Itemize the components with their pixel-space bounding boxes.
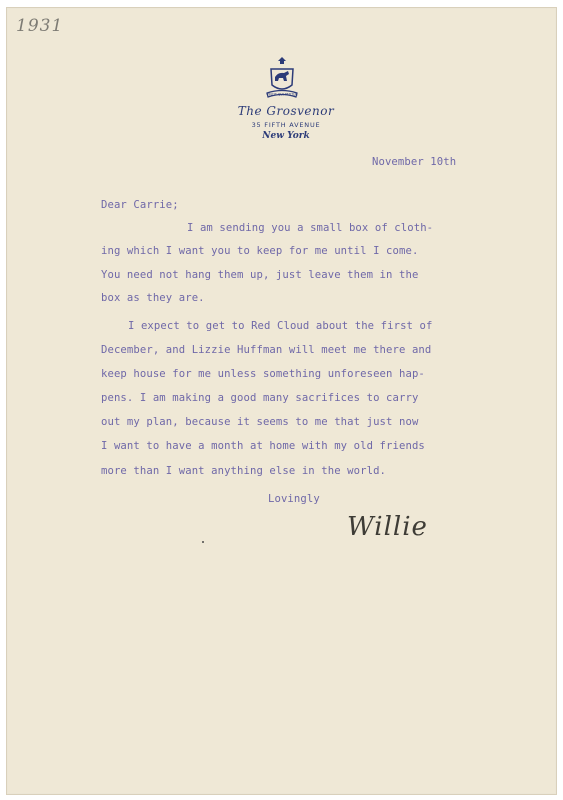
crest-motto: VINCIT QUI PATITUR: [266, 92, 298, 97]
closing: Lovingly: [268, 493, 320, 505]
handwritten-signature: Willie: [347, 512, 428, 542]
body-line: out my plan, because it seems to me that just now: [101, 416, 419, 428]
salutation: Dear Carrie;: [101, 199, 179, 211]
letterhead-address: 35 FIFTH AVENUE: [251, 121, 321, 129]
paper-speck: [202, 541, 204, 543]
letterhead-city: New York: [262, 131, 310, 141]
hotel-crest-icon: [262, 55, 302, 103]
body-line: I want to have a month at home with my old friends: [101, 440, 425, 452]
body-line: December, and Lizzie Huffman will meet me there and: [101, 344, 432, 356]
body-line: ing which I want you to keep for me until I come.: [101, 245, 419, 257]
body-line: pens. I am making a good many sacrifices to carry: [101, 392, 419, 404]
body-line: more than I want anything else in the world.: [101, 465, 387, 477]
body-line: box as they are.: [101, 292, 205, 304]
letterhead-name: The Grosvenor: [237, 104, 335, 118]
body-line: keep house for me unless something unforeseen hap-: [101, 368, 425, 380]
letter-date: November 10th: [372, 156, 457, 168]
archive-year-note: 1931: [16, 16, 64, 36]
body-line: You need not hang them up, just leave them in the: [101, 269, 419, 281]
body-line: I am sending you a small box of cloth-: [187, 222, 434, 234]
body-line: I expect to get to Red Cloud about the first of: [128, 320, 433, 332]
